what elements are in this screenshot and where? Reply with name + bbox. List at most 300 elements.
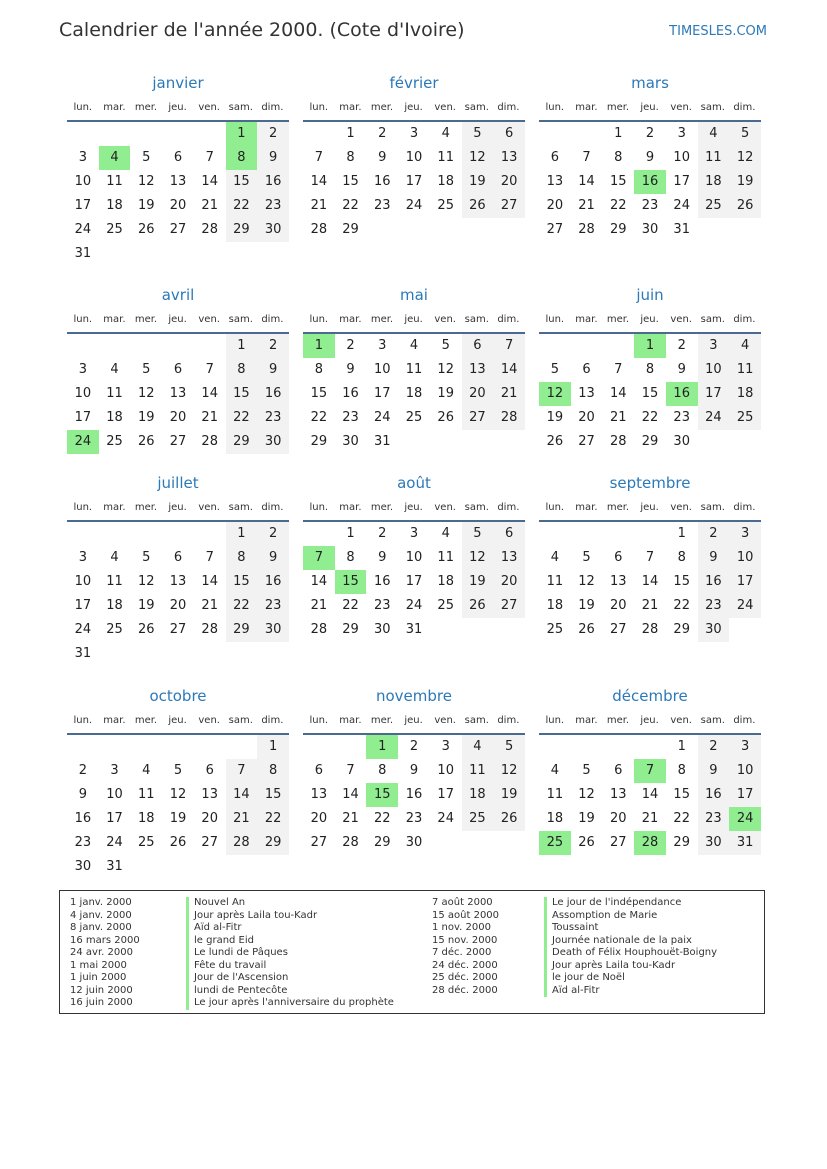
day-cell: 31 [405, 622, 423, 637]
empty-cell [398, 218, 430, 242]
day-cell: 2 [677, 338, 686, 353]
day-cell: 25 [106, 622, 123, 637]
day-cell: 22 [673, 811, 690, 826]
day-cell: 13 [169, 574, 187, 589]
day-cell: 9 [257, 546, 289, 570]
day-cell: 11 [138, 787, 155, 802]
holiday-date: 28 déc. 2000 [432, 984, 498, 996]
holiday-name: Aïd al-Fitr [186, 922, 394, 935]
empty-cell [194, 242, 226, 266]
weekday-label: sam. [700, 102, 725, 113]
day-cell: 4 [409, 338, 419, 353]
day-cell: 29 [673, 835, 690, 850]
day-cell: 7 [205, 362, 214, 377]
day-cell: 25 [138, 835, 155, 850]
empty-cell [194, 735, 226, 759]
day-cell: 27 [169, 622, 187, 637]
empty-cell [99, 522, 131, 546]
day-cell: 10 [405, 550, 423, 565]
day-cell: 5 [142, 550, 151, 565]
weekday-label: lun. [545, 715, 565, 726]
day-cell: 10 [74, 574, 92, 589]
weekday-label: lun. [73, 502, 93, 513]
day-cell: 8 [378, 763, 387, 778]
day-cell: 19 [578, 598, 595, 613]
day-cell: 15 [310, 386, 328, 401]
day-cell: 29 [226, 618, 258, 642]
day-cell: 25 [106, 222, 123, 237]
empty-cell [194, 642, 226, 666]
day-cell: 25 [437, 198, 454, 213]
weekday-label: dim. [497, 314, 520, 325]
day-cell: 9 [378, 550, 387, 565]
holiday-name: lundi de Pentecôte [186, 985, 394, 998]
empty-cell [462, 618, 494, 642]
holiday-date: 25 déc. 2000 [432, 972, 498, 983]
day-cell: 7 [645, 550, 655, 565]
day-cell: 19 [437, 386, 454, 401]
day-cell: 18 [405, 386, 423, 401]
empty-cell [303, 522, 335, 546]
day-cell: 24 [673, 198, 690, 213]
day-cell: 21 [310, 598, 328, 613]
weekday-header [67, 499, 289, 517]
day-cell: 15 [673, 574, 690, 589]
day-cell: 24 [729, 807, 761, 831]
weekday-label: mer. [606, 502, 630, 513]
day-cell: 4 [441, 126, 450, 141]
day-cell: 9 [257, 146, 289, 170]
holiday-name: Death of Félix Houphouët-Boigny [544, 947, 717, 960]
day-cell: 14 [310, 174, 328, 189]
empty-cell [462, 831, 494, 855]
day-cell: 4 [729, 334, 761, 358]
holiday-name: Fête du travail [186, 960, 394, 973]
day-cell: 18 [106, 198, 123, 213]
month-block [539, 473, 761, 642]
day-cell: 29 [610, 222, 627, 237]
empty-cell [226, 242, 258, 266]
month-block [303, 473, 525, 642]
weekday-label: dim. [497, 715, 520, 726]
weekday-label: mer. [134, 102, 158, 113]
day-cell: 14 [493, 358, 525, 382]
weekday-header [539, 499, 761, 517]
day-cell: 6 [173, 362, 183, 377]
day-cell: 12 [169, 787, 187, 802]
weekday-label: mar. [103, 314, 126, 325]
empty-cell [602, 334, 634, 358]
day-cell: 22 [610, 198, 627, 213]
holiday-date: 7 déc. 2000 [432, 947, 492, 958]
day-cell: 25 [405, 410, 423, 425]
empty-cell [162, 642, 194, 666]
holiday-date: 15 août 2000 [432, 909, 500, 921]
day-cell: 18 [729, 382, 761, 406]
day-cell: 18 [106, 410, 123, 425]
day-cell: 12 [138, 174, 155, 189]
day-cell: 27 [169, 222, 187, 237]
legend-dates-right [432, 897, 499, 997]
day-cell: 19 [546, 410, 564, 425]
day-cell: 21 [493, 382, 525, 406]
day-cell: 31 [74, 646, 92, 661]
day-cell: 27 [610, 835, 627, 850]
day-cell: 7 [493, 334, 525, 358]
day-cell: 5 [441, 338, 450, 353]
day-cell: 15 [226, 170, 258, 194]
day-cell: 11 [405, 362, 423, 377]
day-cell: 20 [493, 570, 525, 594]
month-block [303, 285, 525, 454]
month-name: octobre [149, 687, 207, 705]
empty-cell [634, 522, 666, 546]
empty-cell [698, 218, 730, 242]
weekday-label: mar. [339, 314, 362, 325]
month-name: août [397, 474, 431, 492]
day-cell: 4 [110, 550, 119, 565]
weekday-label: ven. [198, 715, 220, 726]
day-cell: 21 [342, 811, 359, 826]
day-cell: 16 [374, 174, 391, 189]
weekday-label: ven. [434, 715, 456, 726]
day-cell: 11 [106, 574, 123, 589]
weekday-label: lun. [309, 502, 329, 513]
day-cell: 10 [405, 150, 423, 165]
holiday-date: 24 avr. 2000 [70, 947, 133, 958]
day-cell: 3 [110, 763, 119, 778]
day-cell: 28 [641, 622, 659, 637]
day-cell: 30 [257, 218, 289, 242]
day-cell: 18 [106, 598, 123, 613]
site-link[interactable]: TIMESLES.COM [669, 24, 767, 39]
day-cell: 26 [729, 194, 761, 218]
day-cell: 29 [673, 622, 690, 637]
weekday-label: mer. [606, 102, 630, 113]
day-cell: 1 [257, 735, 289, 759]
holiday-name: Nouvel An [186, 897, 394, 910]
day-cell: 31 [74, 246, 92, 261]
empty-cell [430, 618, 462, 642]
day-cell: 21 [641, 598, 659, 613]
day-cell: 19 [138, 198, 155, 213]
day-cell: 26 [138, 434, 155, 449]
day-grid [303, 122, 525, 242]
weekday-label: dim. [733, 715, 756, 726]
day-cell: 1 [634, 334, 666, 358]
day-cell: 3 [677, 126, 686, 141]
day-cell: 5 [582, 763, 591, 778]
day-grid [303, 522, 525, 642]
day-cell: 10 [729, 546, 761, 570]
day-cell: 28 [226, 831, 258, 855]
day-cell: 7 [226, 759, 258, 783]
day-cell: 27 [546, 222, 564, 237]
weekday-label: jeu. [168, 715, 187, 726]
day-cell: 29 [641, 434, 659, 449]
empty-cell [162, 242, 194, 266]
day-cell: 20 [169, 410, 187, 425]
day-cell: 23 [698, 807, 730, 831]
weekday-label: mar. [575, 502, 598, 513]
weekday-header [67, 99, 289, 117]
day-cell: 12 [539, 382, 571, 406]
weekday-label: lun. [309, 102, 329, 113]
empty-cell [698, 430, 730, 454]
empty-cell [67, 735, 99, 759]
day-cell: 31 [106, 859, 123, 874]
day-cell: 29 [342, 622, 359, 637]
weekday-label: mar. [339, 102, 362, 113]
day-cell: 12 [462, 546, 494, 570]
day-cell: 10 [729, 759, 761, 783]
day-cell: 23 [374, 198, 391, 213]
day-cell: 4 [462, 735, 494, 759]
weekday-label: dim. [733, 502, 756, 513]
weekday-header [303, 712, 525, 730]
day-cell: 21 [226, 807, 258, 831]
day-cell: 18 [698, 170, 730, 194]
day-cell: 24 [405, 598, 423, 613]
weekday-label: mar. [575, 102, 598, 113]
day-cell: 14 [201, 174, 218, 189]
empty-cell [430, 430, 462, 454]
day-grid [67, 122, 289, 266]
day-cell: 27 [493, 194, 525, 218]
empty-cell [729, 618, 761, 642]
day-cell: 16 [257, 570, 289, 594]
day-cell: 16 [634, 170, 666, 194]
day-cell: 3 [378, 338, 387, 353]
day-cell: 27 [493, 594, 525, 618]
legend-dates-left [70, 897, 140, 1010]
month-block [67, 473, 289, 666]
day-cell: 13 [201, 787, 218, 802]
weekday-header [303, 499, 525, 517]
day-cell: 3 [78, 150, 87, 165]
month-block [67, 285, 289, 454]
holiday-date: 24 déc. 2000 [432, 959, 498, 971]
empty-cell [430, 218, 462, 242]
legend-names-right [544, 897, 717, 997]
day-cell: 21 [310, 198, 328, 213]
weekday-label: sam. [228, 502, 253, 513]
empty-cell [539, 122, 571, 146]
weekday-label: ven. [670, 102, 692, 113]
empty-cell [162, 855, 194, 879]
weekday-label: jeu. [168, 102, 187, 113]
day-cell: 20 [462, 382, 494, 406]
day-cell: 2 [645, 126, 655, 141]
day-cell: 16 [257, 170, 289, 194]
weekday-label: lun. [73, 314, 93, 325]
holiday-name: le jour de Noël [544, 972, 717, 985]
day-cell: 12 [462, 146, 494, 170]
day-cell: 14 [310, 574, 328, 589]
day-cell: 14 [641, 787, 659, 802]
day-cell: 9 [78, 787, 87, 802]
weekday-header [67, 712, 289, 730]
day-cell: 10 [74, 386, 92, 401]
empty-cell [162, 522, 194, 546]
weekday-header [539, 311, 761, 329]
holiday-date: 1 mai 2000 [70, 959, 127, 971]
day-cell: 23 [374, 598, 391, 613]
day-cell: 11 [546, 787, 564, 802]
day-cell: 9 [346, 362, 355, 377]
weekday-label: dim. [261, 314, 284, 325]
day-cell: 30 [698, 618, 730, 642]
day-cell: 26 [546, 434, 564, 449]
day-cell: 2 [257, 334, 289, 358]
weekday-label: mer. [134, 715, 158, 726]
holiday-date: 16 mars 2000 [70, 934, 140, 946]
day-cell: 11 [437, 150, 454, 165]
weekday-label: sam. [700, 502, 725, 513]
day-cell: 19 [169, 811, 187, 826]
empty-cell [99, 334, 131, 358]
day-cell: 9 [698, 546, 730, 570]
day-cell: 25 [106, 434, 123, 449]
day-cell: 19 [729, 170, 761, 194]
day-cell: 28 [342, 835, 359, 850]
empty-cell [398, 430, 430, 454]
empty-cell [303, 122, 335, 146]
day-cell: 12 [437, 362, 454, 377]
day-cell: 28 [310, 222, 328, 237]
holiday-name: Jour après Laila tou-Kadr [544, 960, 717, 973]
day-cell: 14 [226, 783, 258, 807]
day-cell: 2 [378, 126, 387, 141]
day-cell: 1 [226, 334, 258, 358]
holiday-name: Journée nationale de la paix [544, 935, 717, 948]
day-cell: 26 [138, 622, 155, 637]
day-cell: 26 [138, 222, 155, 237]
day-cell: 25 [539, 831, 571, 855]
day-cell: 23 [673, 410, 690, 425]
day-cell: 11 [462, 759, 494, 783]
day-cell: 22 [226, 406, 258, 430]
day-cell: 23 [257, 594, 289, 618]
weekday-label: jeu. [168, 314, 187, 325]
weekday-label: mar. [103, 502, 126, 513]
day-cell: 20 [310, 811, 328, 826]
day-cell: 7 [205, 550, 214, 565]
empty-cell [539, 735, 571, 759]
day-cell: 1 [346, 126, 355, 141]
day-cell: 26 [578, 622, 595, 637]
day-cell: 15 [366, 783, 398, 807]
day-cell: 13 [169, 174, 187, 189]
day-cell: 5 [462, 522, 494, 546]
day-cell: 24 [729, 594, 761, 618]
month-name: janvier [152, 74, 204, 92]
day-cell: 29 [342, 222, 359, 237]
day-cell: 29 [257, 831, 289, 855]
weekday-header [539, 99, 761, 117]
day-cell: 24 [437, 811, 454, 826]
day-cell: 19 [138, 410, 155, 425]
day-cell: 10 [673, 150, 690, 165]
day-cell: 7 [346, 763, 355, 778]
day-cell: 23 [257, 194, 289, 218]
day-cell: 6 [462, 334, 494, 358]
day-cell: 19 [138, 598, 155, 613]
empty-cell [162, 122, 194, 146]
day-cell: 23 [698, 594, 730, 618]
day-cell: 11 [729, 358, 761, 382]
holiday-name: Le jour après l'anniversaire du prophète [186, 997, 394, 1010]
day-cell: 15 [226, 570, 258, 594]
day-cell: 28 [578, 222, 595, 237]
day-cell: 21 [578, 198, 595, 213]
legend-names-left [186, 897, 394, 1010]
day-cell: 14 [342, 787, 359, 802]
empty-cell [67, 334, 99, 358]
day-cell: 22 [342, 598, 359, 613]
day-cell: 22 [226, 194, 258, 218]
holiday-name: Jour de l'Ascension [186, 972, 394, 985]
day-cell: 4 [99, 146, 131, 170]
day-cell: 9 [645, 150, 655, 165]
weekday-label: mar. [575, 314, 598, 325]
day-cell: 30 [342, 434, 359, 449]
empty-cell [130, 735, 162, 759]
day-cell: 3 [729, 735, 761, 759]
weekday-label: sam. [228, 102, 253, 113]
empty-cell [493, 218, 525, 242]
day-cell: 11 [106, 386, 123, 401]
holiday-name: Aïd al-Fitr [544, 985, 717, 998]
empty-cell [257, 855, 289, 879]
day-cell: 3 [409, 526, 419, 541]
day-cell: 9 [677, 362, 686, 377]
day-cell: 24 [106, 835, 123, 850]
day-cell: 15 [610, 174, 627, 189]
day-grid [303, 735, 525, 855]
day-cell: 30 [74, 859, 92, 874]
day-grid [67, 735, 289, 879]
day-cell: 17 [74, 410, 92, 425]
day-cell: 15 [335, 570, 367, 594]
day-cell: 9 [409, 763, 419, 778]
weekday-label: mar. [339, 502, 362, 513]
empty-cell [194, 334, 226, 358]
day-cell: 22 [673, 598, 690, 613]
month-name: mars [631, 74, 669, 92]
weekday-label: sam. [228, 314, 253, 325]
day-cell: 18 [462, 783, 494, 807]
weekday-label: lun. [309, 715, 329, 726]
day-cell: 27 [201, 835, 218, 850]
day-cell: 27 [462, 406, 494, 430]
holiday-name: Jour après Laila tou-Kadr [186, 910, 394, 923]
weekday-header [303, 99, 525, 117]
weekday-label: lun. [545, 102, 565, 113]
day-cell: 19 [462, 570, 494, 594]
weekday-label: mer. [606, 715, 630, 726]
day-cell: 13 [493, 146, 525, 170]
day-cell: 6 [582, 362, 591, 377]
empty-cell [539, 334, 571, 358]
day-cell: 2 [257, 122, 289, 146]
day-cell: 19 [462, 170, 494, 194]
day-cell: 26 [578, 835, 595, 850]
day-cell: 25 [462, 807, 494, 831]
weekday-label: mer. [370, 502, 394, 513]
day-grid [539, 122, 761, 242]
day-cell: 28 [610, 434, 627, 449]
